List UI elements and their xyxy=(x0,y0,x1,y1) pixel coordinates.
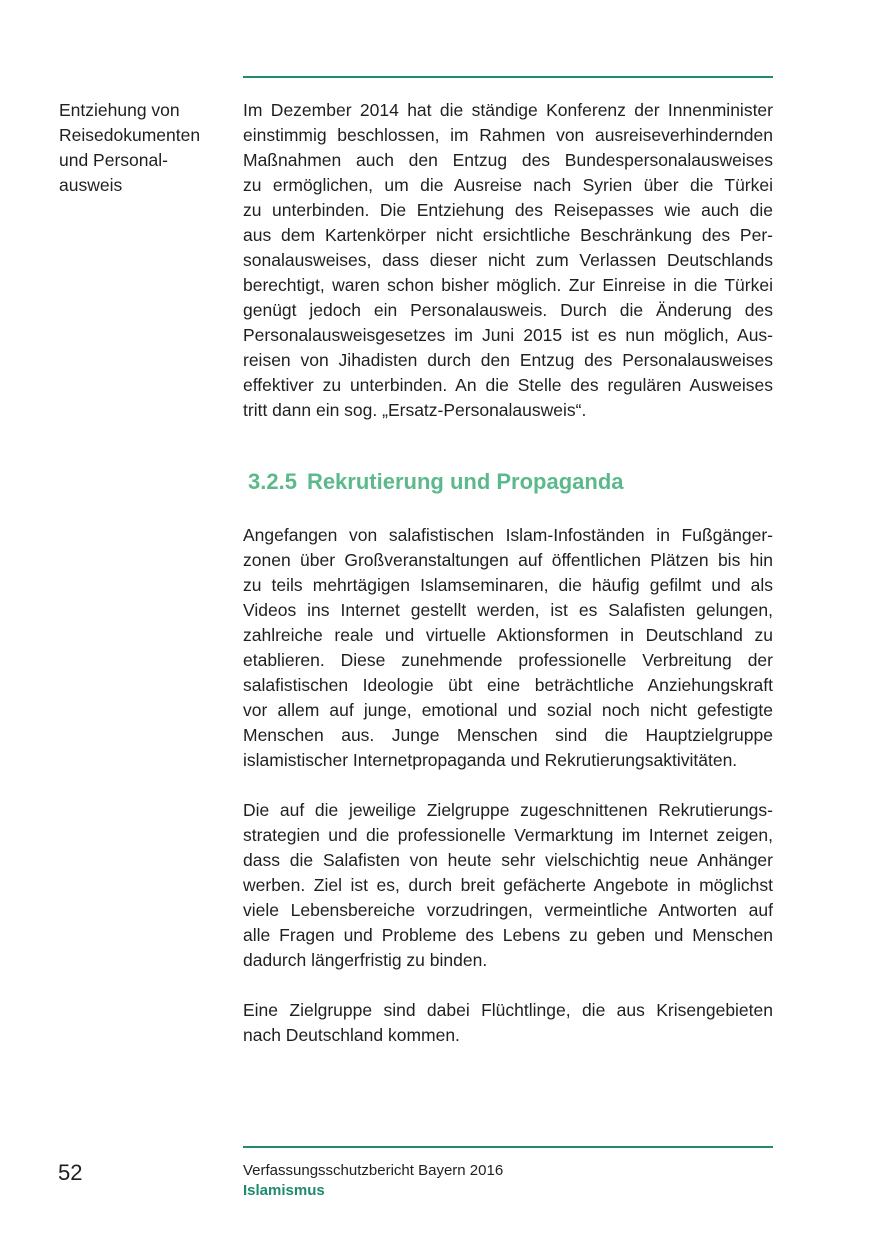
section-title: Rekrutierung und Propaganda xyxy=(306,469,624,494)
text-line: zu ermöglichen, um die Ausreise nach Syrien über die Türkei xyxy=(243,175,773,195)
margin-note-line: Reisedokumenten xyxy=(59,125,201,145)
text-line: strategien und die professionelle Vermarktung im Internet zeigen, xyxy=(243,825,773,845)
chapter-name: Islamismus xyxy=(243,1182,325,1199)
paragraph-text xyxy=(243,998,773,1048)
text-line: islamistischer Internetpropaganda und Rekrutierungsaktivitäten. xyxy=(243,750,738,770)
text-line: Die auf die jeweilige Zielgruppe zugeschnittenen Rekrutierungs- xyxy=(243,800,773,820)
text-line: dass die Salafisten von heute sehr vielschichtig neue Anhänger xyxy=(243,850,773,870)
publication-title: Verfassungsschutzbericht Bayern 2016 xyxy=(243,1162,504,1179)
text-line: Angefangen von salafistischen Islam-Infoständen in Fußgänger- xyxy=(243,525,773,545)
text-line: zonen über Großveranstaltungen auf öffentlichen Plätzen bis hin xyxy=(243,550,773,570)
text-line: Personalausweisgesetzes im Juni 2015 ist es nun möglich, Aus- xyxy=(243,325,773,345)
text-line: viele Lebensbereiche vorzudringen, vermeintliche Antworten auf xyxy=(243,900,773,920)
text-line: Im Dezember 2014 hat die ständige Konferenz der Innenminister xyxy=(243,100,773,120)
text-line: zu teils mehrtägigen Islamseminaren, die häufig gefilmt und als xyxy=(243,575,773,595)
paragraph-4 xyxy=(243,998,773,1048)
text-line: Videos ins Internet gestellt werden, ist es Salafisten gelungen, xyxy=(243,600,773,620)
text-line: genügt jedoch ein Personalausweis. Durch die Änderung des xyxy=(243,300,773,320)
paragraph-text xyxy=(243,523,773,773)
text-line: alle Fragen und Probleme des Lebens zu geben und Menschen xyxy=(243,925,773,945)
section-number: 3.2.5 xyxy=(248,469,297,494)
text-line: zu unterbinden. Die Entziehung des Reisepasses wie auch die xyxy=(243,200,773,220)
text-line: salafistischen Ideologie übt eine beträchtliche Anziehungskraft xyxy=(243,675,773,695)
text-line: sonalausweises, dass dieser nicht zum Verlassen Deutschlands xyxy=(243,250,773,270)
margin-note-line: und Personal- xyxy=(59,150,168,170)
paragraph-3 xyxy=(243,798,773,973)
paragraph-text xyxy=(243,798,773,973)
text-line: reisen von Jihadisten durch den Entzug des Personalausweises xyxy=(243,350,773,370)
section-heading xyxy=(248,469,624,495)
text-line: Menschen aus. Junge Menschen sind die Hauptzielgruppe xyxy=(243,725,773,745)
paragraph-2 xyxy=(243,523,773,773)
top-rule xyxy=(243,76,773,78)
text-line: einstimmig beschlossen, im Rahmen von ausreiseverhindernden xyxy=(243,125,773,145)
text-line: tritt dann ein sog. „Ersatz-Personalausweis“. xyxy=(243,400,587,420)
text-line: effektiver zu unterbinden. An die Stelle des regulären Ausweises xyxy=(243,375,773,395)
page-footer xyxy=(243,1161,503,1201)
text-line: vor allem auf junge, emotional und sozial noch nicht gefestigte xyxy=(243,700,773,720)
paragraph-1 xyxy=(243,98,773,423)
text-line: etablieren. Diese zunehmende professionelle Verbreitung der xyxy=(243,650,773,670)
footer-rule xyxy=(243,1146,773,1148)
paragraph-text xyxy=(243,98,773,423)
text-line: aus dem Kartenkörper nicht ersichtliche Beschränkung des Per- xyxy=(243,225,773,245)
text-line: Eine Zielgruppe sind dabei Flüchtlinge, die aus Krisengebieten xyxy=(243,1000,773,1020)
margin-note-line: ausweis xyxy=(59,175,123,195)
text-line: dadurch längerfristig zu binden. xyxy=(243,950,488,970)
text-line: nach Deutschland kommen. xyxy=(243,1025,460,1045)
text-line: werben. Ziel ist es, durch breit gefächerte Angebote in möglichst xyxy=(243,875,773,895)
page-number: 52 xyxy=(58,1160,83,1185)
text-line: Maßnahmen auch den Entzug des Bundespersonalausweises xyxy=(243,150,773,170)
text-line: berechtigt, waren schon bisher möglich. Zur Einreise in die Türkei xyxy=(243,275,773,295)
text-line: zahlreiche reale und virtuelle Aktionsformen in Deutschland zu xyxy=(243,625,773,645)
margin-note xyxy=(59,98,229,198)
margin-note-line: Entziehung von xyxy=(59,100,180,120)
